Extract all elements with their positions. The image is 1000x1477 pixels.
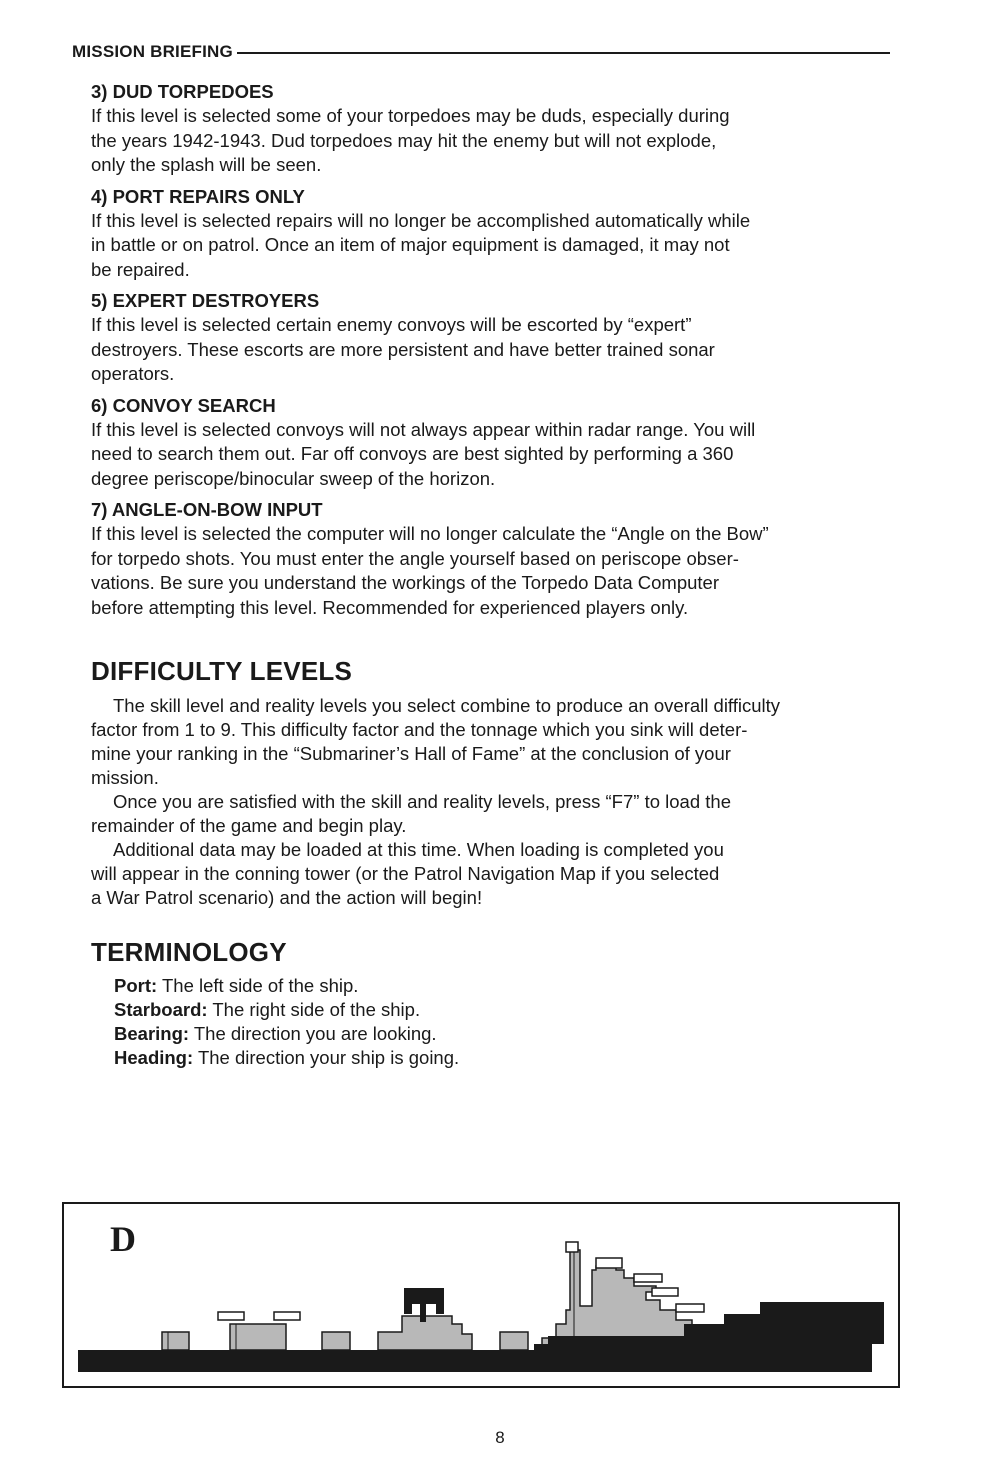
- text-line: degree periscope/binocular sweep of the horizon.: [91, 467, 496, 489]
- section-expert-destroyers: [91, 289, 881, 387]
- section-convoy-search: [91, 394, 881, 492]
- text-line: The skill level and reality levels you select combine to produce an overall difficulty: [113, 695, 781, 716]
- text-line: before attempting this level. Recommended for experienced players only.: [91, 596, 689, 618]
- section-body: [91, 313, 881, 387]
- paragraph: [91, 790, 881, 838]
- term-definition: The right side of the ship.: [207, 999, 421, 1020]
- deck-structure: [322, 1332, 350, 1350]
- deck-structure: [230, 1324, 286, 1350]
- text-line: a War Patrol scenario) and the action will begin!: [91, 887, 483, 908]
- text-line: the years 1942-1943. Dud torpedoes may hit the enemy but will not explode,: [91, 129, 717, 151]
- text-line: Additional data may be loaded at this time. When loading is completed you: [113, 839, 724, 860]
- page-number: 8: [495, 1428, 505, 1447]
- term-label: Heading:: [114, 1047, 194, 1068]
- term-starboard: [114, 998, 814, 1022]
- section-heading: 5) EXPERT DESTROYERS: [91, 290, 320, 311]
- page-header: [72, 40, 890, 64]
- text-line: If this level is selected the computer will no longer calculate the “Angle on the Bow”: [91, 523, 769, 544]
- text-line: mine your ranking in the “Submariner’s Hall of Fame” at the conclusion of your: [91, 743, 731, 764]
- term-heading: [114, 1046, 814, 1070]
- paragraph: [91, 838, 881, 910]
- section-body: [91, 418, 881, 492]
- text-line: If this level is selected repairs will no longer be accomplished automatically while: [91, 209, 751, 231]
- text-line: Once you are satisfied with the skill and reality levels, press “F7” to load the: [113, 791, 731, 812]
- mast-top: [566, 1242, 578, 1252]
- text-line: operators.: [91, 363, 175, 384]
- section-heading: 4) PORT REPAIRS ONLY: [91, 185, 305, 207]
- text-line: remainder of the game and begin play.: [91, 815, 407, 836]
- ship-figure-frame: [62, 1202, 900, 1388]
- term-label: Bearing:: [114, 1023, 190, 1044]
- text-line: for torpedo shots. You must enter the angle yourself based on periscope obser-: [91, 547, 739, 569]
- text-line: If this level is selected certain enemy convoys will be escorted by “expert”: [91, 314, 692, 335]
- terminology-title: TERMINOLOGY: [91, 937, 287, 967]
- text-line: in battle or on patrol. Once an item of major equipment is damaged, it may not: [91, 234, 730, 255]
- section-body: [91, 104, 881, 178]
- term-port: [114, 974, 814, 998]
- text-line: only the splash will be seen.: [91, 154, 322, 175]
- text-line: factor from 1 to 9. This difficulty factor and the tonnage which you sink will deter-: [91, 719, 748, 740]
- term-label: Port:: [114, 975, 158, 996]
- section-heading: 3) DUD TORPEDOES: [91, 81, 274, 102]
- deck-structure: [500, 1332, 528, 1350]
- difficulty-levels-body: [91, 694, 881, 910]
- text-line: need to search them out. Far off convoys are best sighted by performing a 360: [91, 443, 734, 464]
- text-line: will appear in the conning tower (or the Patrol Navigation Map if you selected: [91, 863, 720, 884]
- section-heading: 7) ANGLE-ON-BOW INPUT: [91, 499, 323, 520]
- section-dud-torpedoes: [91, 80, 881, 178]
- paragraph: [91, 694, 881, 790]
- text-line: be repaired.: [91, 258, 190, 280]
- text-line: destroyers. These escorts are more persistent and have better trained sonar: [91, 338, 715, 360]
- term-definition: The direction you are looking.: [189, 1023, 437, 1044]
- term-definition: The direction your ship is going.: [193, 1047, 460, 1068]
- difficulty-levels-title: DIFFICULTY LEVELS: [91, 656, 353, 686]
- bridge-window: [676, 1304, 704, 1312]
- ship-hull: [78, 1302, 884, 1372]
- term-definition: The left side of the ship.: [157, 975, 359, 996]
- section-angle-on-bow-input: [91, 498, 881, 620]
- section-body: [91, 522, 881, 620]
- header-rule: [237, 52, 890, 54]
- bridge-window: [596, 1258, 622, 1268]
- deck-structure: [162, 1332, 189, 1350]
- briefing-sections: [91, 80, 881, 627]
- bridge-window: [652, 1288, 678, 1296]
- term-bearing: [114, 1022, 814, 1046]
- section-body: [91, 209, 881, 283]
- gun-mount: [274, 1312, 300, 1320]
- text-line: vations. Be sure you understand the workings of the Torpedo Data Computer: [91, 572, 719, 593]
- section-port-repairs-only: [91, 185, 881, 283]
- text-line: If this level is selected some of your torpedoes may be duds, especially during: [91, 105, 730, 126]
- figure-letter: D: [110, 1219, 136, 1259]
- terminology-list: [114, 974, 814, 1070]
- text-line: If this level is selected convoys will not always appear within radar range. You will: [91, 418, 756, 440]
- text-line: mission.: [91, 767, 159, 788]
- header-title: MISSION BRIEFING: [72, 42, 233, 61]
- section-heading: 6) CONVOY SEARCH: [91, 394, 276, 416]
- ship-silhouette-illustration: [64, 1204, 898, 1386]
- term-label: Starboard:: [114, 999, 208, 1020]
- bridge-window: [634, 1274, 662, 1282]
- gun-mount: [218, 1312, 244, 1320]
